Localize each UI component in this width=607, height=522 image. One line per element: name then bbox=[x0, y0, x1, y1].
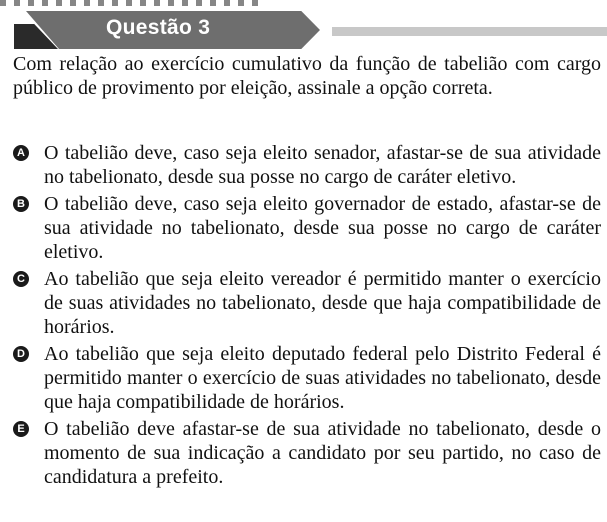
option-c-text: Ao tabelião que seja eleito vereador é permitido manter o exercício de suas atividades no tabelionato, desde que haja compatibilidade de horários. bbox=[44, 268, 601, 338]
option-d[interactable] bbox=[13, 342, 601, 414]
option-c[interactable] bbox=[13, 267, 601, 339]
cropped-previous-line bbox=[0, 0, 260, 6]
header-rule bbox=[332, 27, 607, 36]
option-e-badge-icon: E bbox=[13, 421, 29, 437]
option-a[interactable] bbox=[13, 141, 601, 189]
question-stem: Com relação ao exercício cumulativo da função de tabelião com cargo público de provimento por eleição, assinale a opção correta. bbox=[13, 53, 601, 99]
option-d-text: Ao tabelião que seja eleito deputado federal pelo Distrito Federal é permitido manter o exercício de suas atividades no tabelionato, desde que haja compatibilidade de horários. bbox=[44, 343, 601, 413]
option-a-badge-icon: A bbox=[13, 145, 29, 161]
answer-options bbox=[13, 141, 601, 492]
option-b-badge-icon: B bbox=[13, 196, 29, 212]
option-b-text: O tabelião deve, caso seja eleito governador de estado, afastar-se de sua atividade no tabelionato, desde sua posse no cargo de caráter eletivo. bbox=[44, 193, 601, 263]
question-title: Questão 3 bbox=[106, 16, 211, 39]
option-a-text: O tabelião deve, caso seja eleito senador, afastar-se de sua atividade no tabelionato, desde sua posse no cargo de caráter eletivo. bbox=[44, 142, 601, 188]
option-b[interactable] bbox=[13, 192, 601, 264]
option-c-badge-icon: C bbox=[13, 271, 29, 287]
question-header bbox=[8, 8, 607, 52]
option-e[interactable] bbox=[13, 417, 601, 489]
option-e-text: O tabelião deve afastar-se de sua atividade no tabelionato, desde o momento de sua indicação a candidato por seu partido, no caso de candidatura a prefeito. bbox=[44, 418, 601, 488]
option-d-badge-icon: D bbox=[13, 346, 29, 362]
